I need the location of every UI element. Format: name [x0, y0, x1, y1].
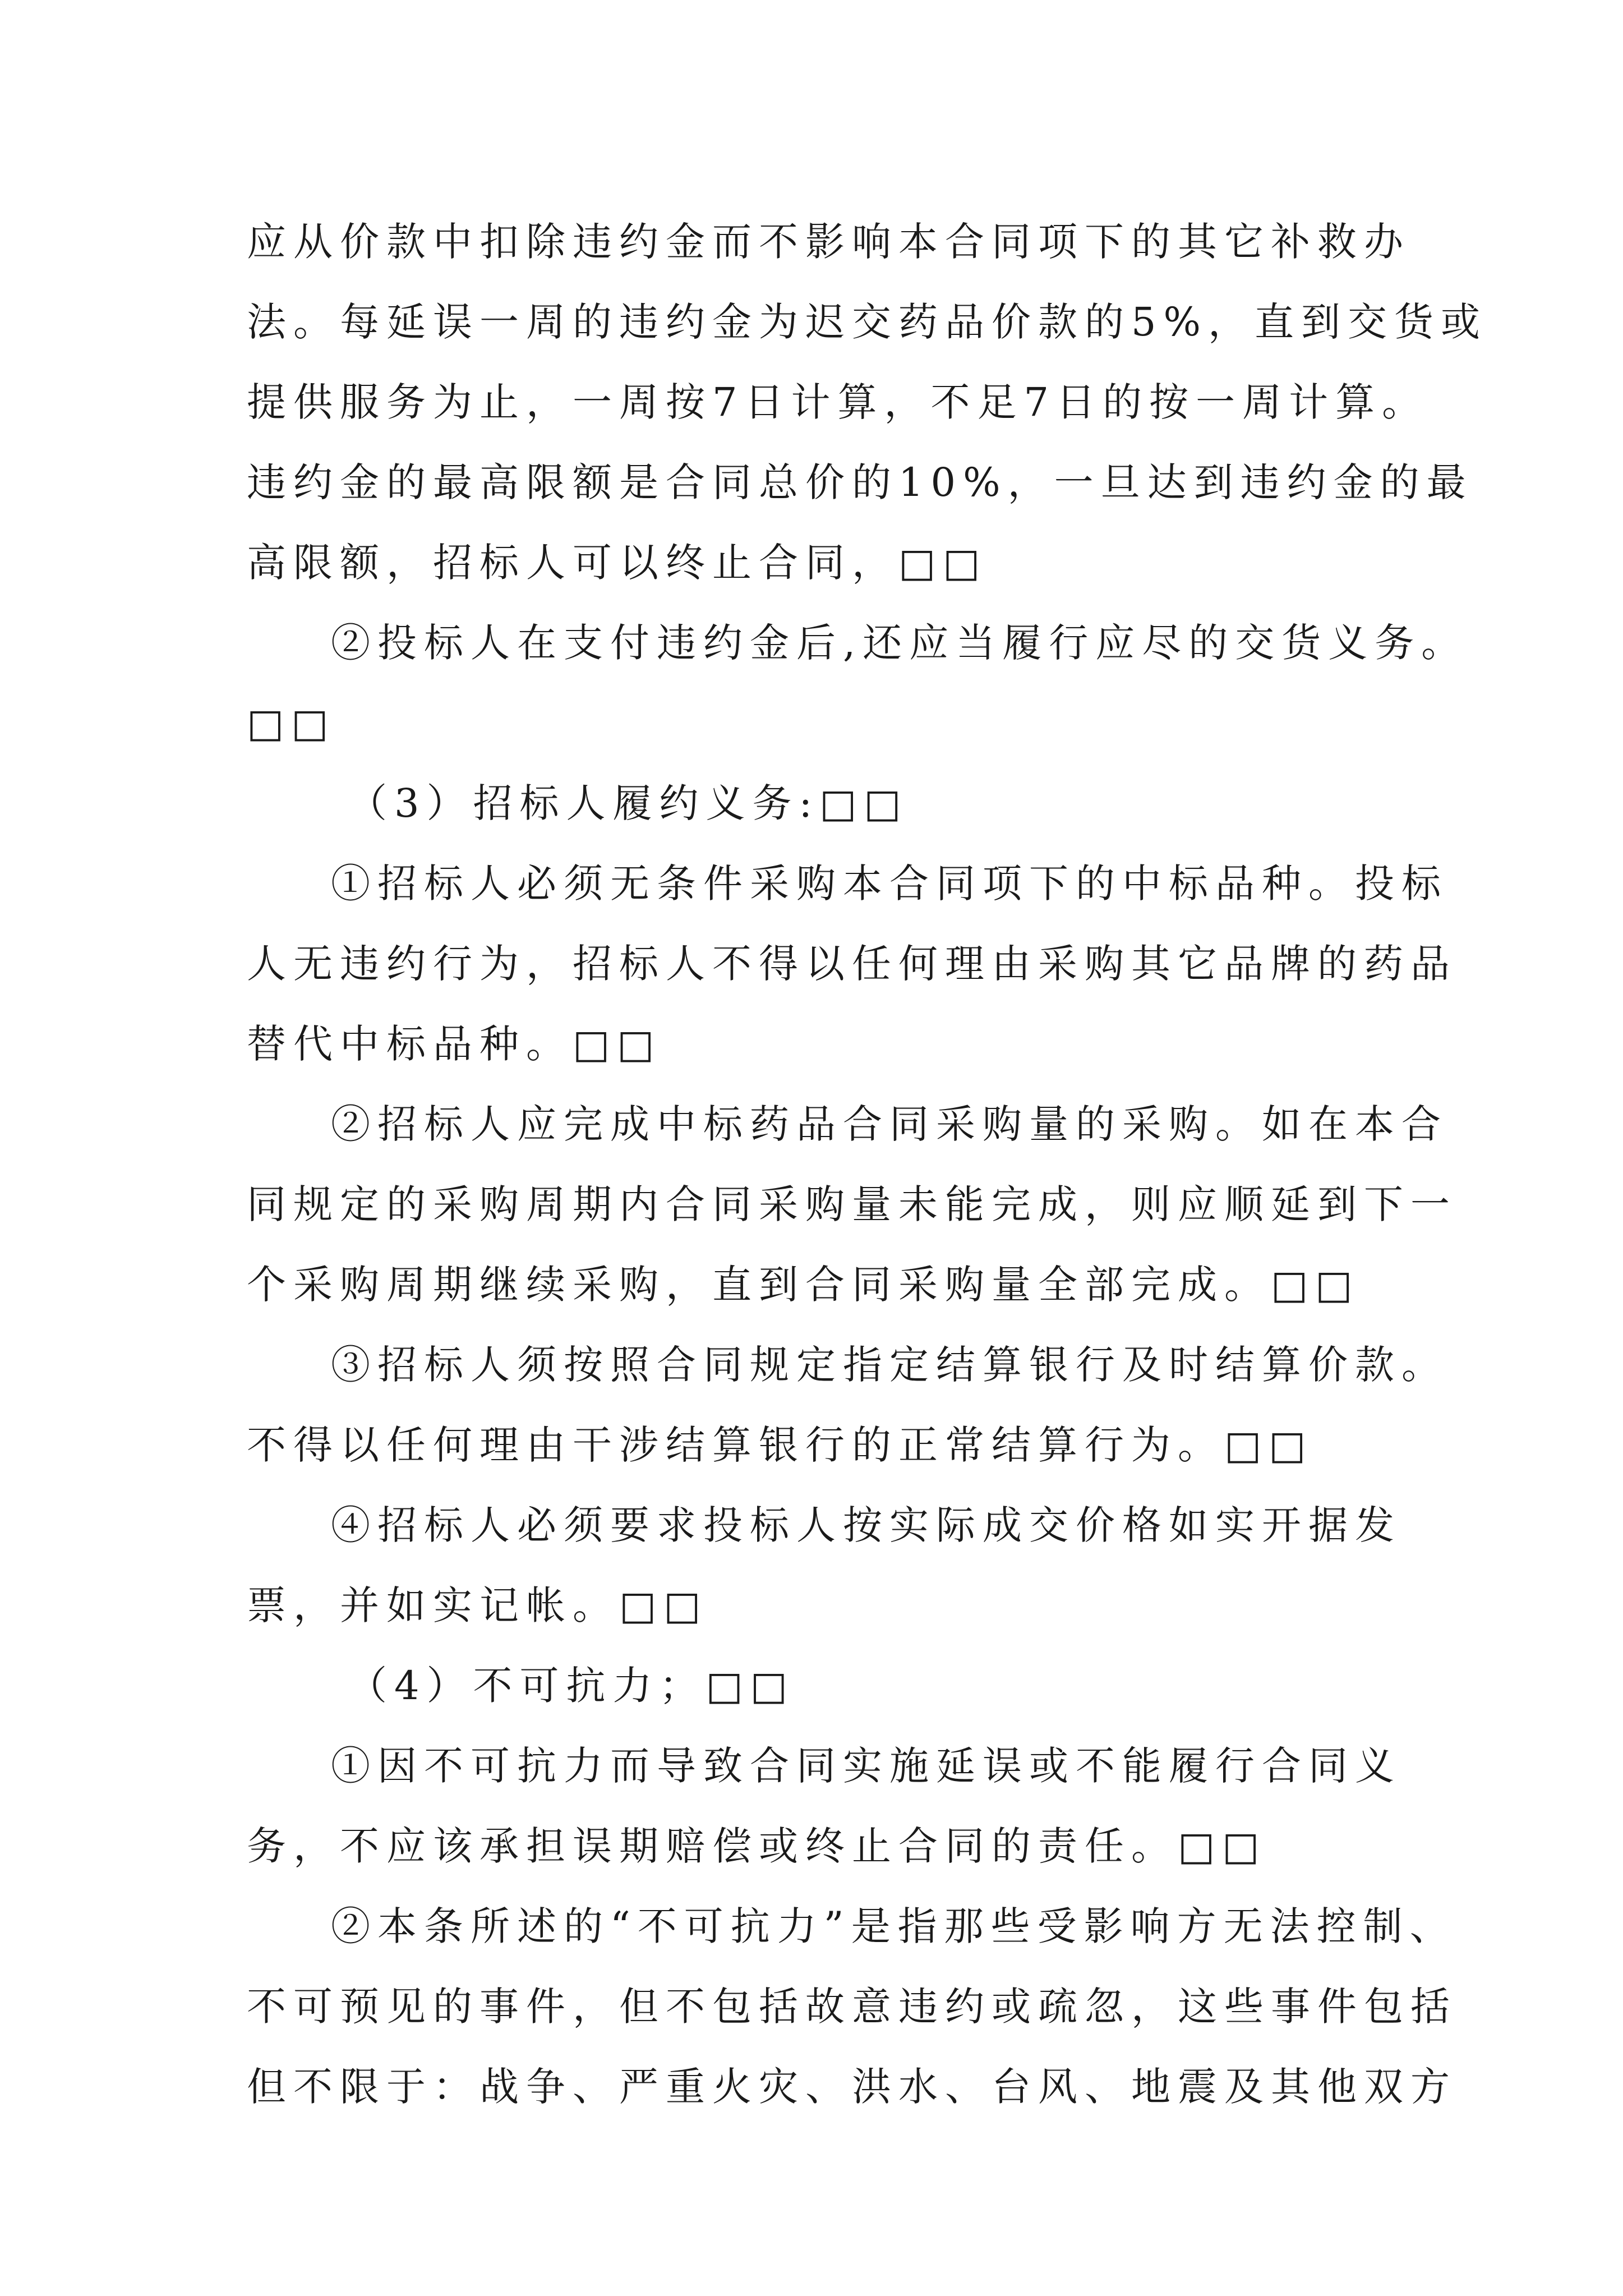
text-line: □□	[247, 700, 336, 746]
text-line: 违约金的最高限额是合同总价的10%，一旦达到违约金的最	[247, 459, 1473, 505]
section-heading: （3）招标人履约义务:□□	[348, 780, 909, 826]
text-line: 个采购周期继续采购，直到合同采购量全部完成。□□	[247, 1262, 1360, 1308]
text-line: 人无违约行为，招标人不得以任何理由采购其它品牌的药品	[247, 941, 1457, 987]
text-line: 不得以任何理由干涉结算银行的正常结算行为。□□	[247, 1422, 1313, 1468]
text-line: ②本条所述的“不可抗力”是指那些受影响方无法控制、	[331, 1903, 1456, 1949]
text-line: ①招标人必须无条件采购本合同项下的中标品种。投标	[331, 861, 1448, 907]
document-body	[247, 202, 1488, 2127]
text-line: ③招标人须按照合同规定指定结算银行及时结算价款。	[331, 1342, 1448, 1388]
text-line: 不可预见的事件，但不包括故意违约或疏忽，这些事件包括	[247, 1984, 1457, 2030]
text-line: 法。每延误一周的违约金为迟交药品价款的5%，直到交货或	[247, 299, 1488, 345]
section-heading: （4）不可抗力；□□	[348, 1663, 795, 1709]
text-line: ①因不可抗力而导致合同实施延误或不能履行合同义	[331, 1743, 1401, 1789]
text-line: 提供服务为止，一周按7日计算，不足7日的按一周计算。	[247, 379, 1429, 425]
text-line: 同规定的采购周期内合同采购量未能完成，则应顺延到下一	[247, 1181, 1457, 1227]
text-line: ②招标人应完成中标药品合同采购量的采购。如在本合	[331, 1101, 1448, 1147]
text-line: ②投标人在支付违约金后,还应当履行应尽的交货义务。	[331, 620, 1468, 666]
text-line: 替代中标品种。□□	[247, 1021, 662, 1067]
text-line: 高限额，招标人可以终止合同，□□	[247, 540, 988, 586]
text-line: 务，不应该承担误期赔偿或终止合同的责任。□□	[247, 1823, 1267, 1869]
text-line: 票，并如实记帐。□□	[247, 1582, 708, 1628]
text-line: 应从价款中扣除违约金而不影响本合同项下的其它补救办	[247, 219, 1410, 265]
text-line: ④招标人必须要求投标人按实际成交价格如实开据发	[331, 1502, 1401, 1548]
text-line: 但不限于：战争、严重火灾、洪水、台风、地震及其他双方	[247, 2064, 1457, 2110]
